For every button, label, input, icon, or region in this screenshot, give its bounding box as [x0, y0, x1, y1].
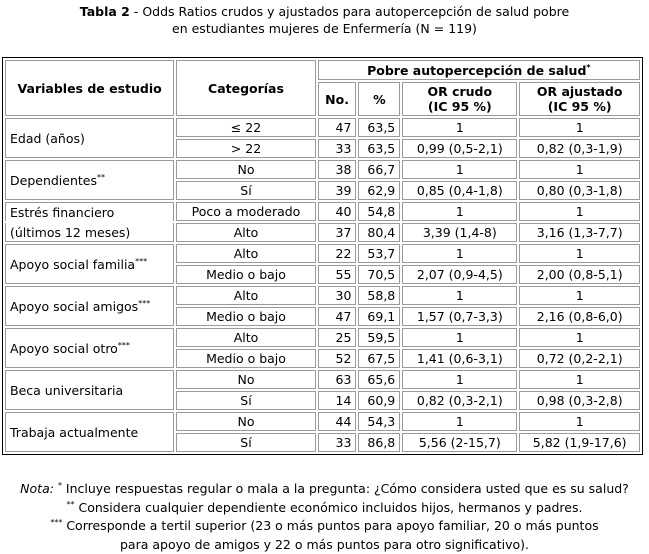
cell-categoria: No: [176, 412, 315, 431]
cell-categoria: No: [176, 370, 315, 389]
cell-variable-mark: ***: [138, 298, 151, 308]
cell-pct: 62,9: [358, 181, 400, 200]
cell-variable: [5, 118, 174, 158]
cell-or-ajustado: 1: [519, 370, 640, 389]
header-no: No.: [318, 82, 357, 116]
cell-categoria: Alto: [176, 244, 315, 263]
cell-pct: 60,9: [358, 391, 400, 410]
cell-categoria: Sí: [176, 181, 315, 200]
cell-or-ajustado: 0,82 (0,3-1,9): [519, 139, 640, 158]
cell-or-crudo: 2,07 (0,9-4,5): [402, 265, 517, 284]
cell-or-crudo: 1: [402, 118, 517, 137]
cell-variable: Estrés financiero: [5, 202, 174, 221]
cell-or-ajustado: 1: [519, 286, 640, 305]
cell-or-crudo: 1: [402, 328, 517, 347]
cell-categoria: Medio o bajo: [176, 349, 315, 368]
table-caption: [0, 3, 649, 37]
cell-no: 44: [318, 412, 357, 431]
note-3-mark: ***: [50, 517, 63, 527]
cell-or-crudo: 0,82 (0,3-2,1): [402, 391, 517, 410]
cell-pct: 80,4: [358, 223, 400, 242]
cell-no: 47: [318, 307, 357, 326]
cell-or-crudo: 1,57 (0,7-3,3): [402, 307, 517, 326]
note-1: [0, 480, 649, 499]
cell-or-crudo: 0,85 (0,4-1,8): [402, 181, 517, 200]
cell-variable-label: Apoyo social amigos: [10, 298, 139, 314]
table-row: [5, 412, 640, 431]
table-row: [5, 223, 640, 242]
header-or-ajustado-ic: (IC 95 %): [547, 99, 612, 114]
cell-pct: 63,5: [358, 118, 400, 137]
cell-no: 22: [318, 244, 357, 263]
cell-pct: 67,5: [358, 349, 400, 368]
cell-no: 47: [318, 118, 357, 137]
header-or-crudo-label: OR crudo: [427, 84, 493, 99]
cell-no: 33: [318, 433, 357, 452]
header-group: [318, 60, 640, 80]
header-or-ajustado: [519, 82, 640, 116]
cell-variable-label: Dependientes: [10, 172, 97, 188]
cell-no: 37: [318, 223, 357, 242]
note-2: [0, 499, 649, 518]
cell-categoria: ≤ 22: [176, 118, 315, 137]
cell-or-crudo: 1,41 (0,6-3,1): [402, 349, 517, 368]
cell-pct: 54,3: [358, 412, 400, 431]
cell-pct: 58,8: [358, 286, 400, 305]
cell-variable-mark: ***: [135, 256, 148, 266]
cell-variable: [5, 412, 174, 452]
table-row: [5, 244, 640, 263]
cell-or-ajustado: 3,16 (1,3-7,7): [519, 223, 640, 242]
note-2-text: Considera cualquier dependiente económico incluidos hijos, hermanos y padres.: [74, 499, 583, 515]
cell-or-ajustado: 2,16 (0,8-6,0): [519, 307, 640, 326]
table-row: [5, 118, 640, 137]
cell-no: 14: [318, 391, 357, 410]
cell-or-ajustado: 1: [519, 328, 640, 347]
table-row: [5, 202, 640, 221]
cell-pct: 66,7: [358, 160, 400, 179]
cell-categoria: No: [176, 160, 315, 179]
caption-title-line2: en estudiantes mujeres de Enfermería (N = 119): [172, 21, 477, 36]
cell-variable-mark: ***: [117, 340, 130, 350]
cell-no: 25: [318, 328, 357, 347]
cell-or-crudo: 1: [402, 412, 517, 431]
cell-variable-label: Apoyo social otro: [10, 340, 118, 356]
header-variables: Variables de estudio: [5, 60, 174, 116]
cell-no: 33: [318, 139, 357, 158]
cell-no: 30: [318, 286, 357, 305]
cell-no: 40: [318, 202, 357, 221]
cell-categoria: Alto: [176, 328, 315, 347]
cell-variable-label: Trabaja actualmente: [10, 424, 139, 440]
cell-or-crudo: 3,39 (1,4-8): [402, 223, 517, 242]
cell-categoria: Sí: [176, 433, 315, 452]
note-1-text: Incluye respuestas regular o mala a la pregunta: ¿Cómo considera usted que es su salud?: [61, 481, 629, 496]
cell-pct: 63,5: [358, 139, 400, 158]
cell-variable-label: Beca universitaria: [10, 382, 124, 398]
cell-categoria: > 22: [176, 139, 315, 158]
table-row: [5, 286, 640, 305]
header-pct: %: [358, 82, 400, 116]
header-group-mark: *: [586, 62, 591, 72]
cell-or-ajustado: 0,80 (0,3-1,8): [519, 181, 640, 200]
cell-variable-label: Apoyo social familia: [10, 256, 136, 272]
header-or-crudo: [402, 82, 517, 116]
cell-or-ajustado: 0,98 (0,3-2,8): [519, 391, 640, 410]
caption-label: Tabla 2: [79, 4, 130, 19]
cell-categoria: Poco a moderado: [176, 202, 315, 221]
cell-no: 52: [318, 349, 357, 368]
note-3-continued: para apoyo de amigos y 22 o más puntos para otro significativo).: [119, 536, 529, 552]
note-label: Nota:: [20, 481, 54, 496]
cell-or-crudo: 5,56 (2-15,7): [402, 433, 517, 452]
cell-pct: 59,5: [358, 328, 400, 347]
cell-or-ajustado: 1: [519, 160, 640, 179]
cell-categoria: Medio o bajo: [176, 307, 315, 326]
caption-title-line1: - Odds Ratios crudos y ajustados para autopercepción de salud pobre: [129, 4, 570, 19]
cell-categoria: Medio o bajo: [176, 265, 315, 284]
cell-categoria: Sí: [176, 391, 315, 410]
cell-variable-label: Edad (años): [10, 130, 85, 146]
header-or-ajustado-label: OR ajustado: [536, 84, 623, 99]
cell-or-crudo: 1: [402, 244, 517, 263]
cell-categoria: Alto: [176, 286, 315, 305]
cell-or-ajustado: 1: [519, 412, 640, 431]
cell-or-crudo: 1: [402, 370, 517, 389]
table-row: [5, 370, 640, 389]
cell-pct: 54,8: [358, 202, 400, 221]
cell-pct: 65,6: [358, 370, 400, 389]
cell-or-ajustado: 2,00 (0,8-5,1): [519, 265, 640, 284]
header-group-label: Pobre autopercepción de salud: [367, 62, 587, 78]
cell-pct: 70,5: [358, 265, 400, 284]
note-1-mark: *: [57, 480, 62, 490]
note-2-mark: **: [66, 499, 75, 509]
cell-no: 63: [318, 370, 357, 389]
header-or-crudo-ic: (IC 95 %): [427, 99, 492, 114]
table-notes: [0, 480, 649, 554]
cell-no: 38: [318, 160, 357, 179]
cell-or-ajustado: 1: [519, 118, 640, 137]
cell-pct: 69,1: [358, 307, 400, 326]
cell-or-ajustado: 0,72 (0,2-2,1): [519, 349, 640, 368]
cell-or-crudo: 1: [402, 202, 517, 221]
cell-variable: (últimos 12 meses): [5, 223, 174, 242]
cell-no: 55: [318, 265, 357, 284]
cell-variable: [5, 370, 174, 410]
header-categorias: Categorías: [176, 60, 315, 116]
odds-ratio-table: [2, 57, 643, 455]
cell-pct: 53,7: [358, 244, 400, 263]
note-3: [0, 517, 649, 536]
cell-categoria: Alto: [176, 223, 315, 242]
cell-pct: 86,8: [358, 433, 400, 452]
table-row: [5, 328, 640, 347]
cell-or-ajustado: 1: [519, 202, 640, 221]
note-3-text: Corresponde a tertil superior (23 o más puntos para apoyo familiar, 20 o más puntos: [62, 518, 599, 533]
cell-or-ajustado: 1: [519, 244, 640, 263]
cell-variable-mark: **: [97, 172, 105, 182]
table-row: [5, 160, 640, 179]
cell-or-crudo: 0,99 (0,5-2,1): [402, 139, 517, 158]
cell-variable: [5, 328, 174, 368]
cell-or-crudo: 1: [402, 160, 517, 179]
cell-no: 39: [318, 181, 357, 200]
cell-or-crudo: 1: [402, 286, 517, 305]
cell-variable: [5, 160, 174, 200]
cell-variable: [5, 286, 174, 326]
cell-or-ajustado: 5,82 (1,9-17,6): [519, 433, 640, 452]
cell-variable: [5, 244, 174, 284]
